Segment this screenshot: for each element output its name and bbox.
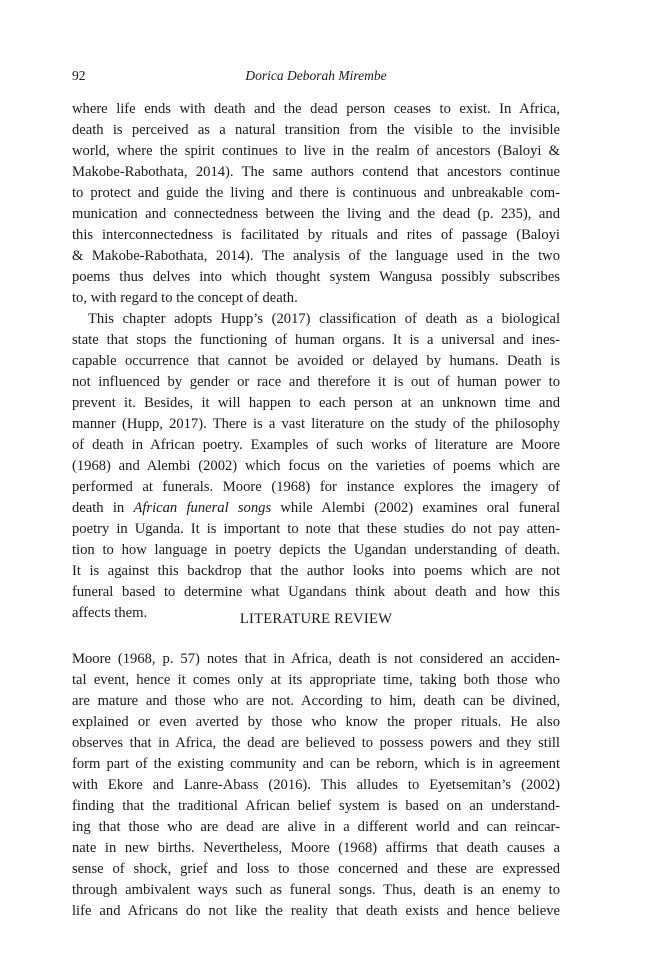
text-line: poetry in Uganda. It is important to note that these studies do not pay atten- (72, 521, 560, 537)
page-number: 92 (72, 68, 86, 83)
text-line: form part of the existing community and can be reborn, which is in agreement (72, 756, 560, 772)
book-title: African funeral songs (133, 500, 272, 516)
text-line: tion to how language in poetry depicts the Ugandan understanding of death. (72, 542, 560, 558)
text-line: to protect and guide the living and there is continuous and unbreakable com- (72, 185, 560, 201)
text-line: finding that the traditional African belief system is based on an understand- (72, 798, 560, 814)
text-line: munication and connectedness between the living and the dead (p. 235), and (72, 206, 560, 222)
text-line: state that stops the functioning of human organs. It is a universal and ines- (72, 332, 560, 348)
text-span: while Alembi (2002) examines oral funeral (271, 500, 560, 516)
text-line: prevent it. Besides, it will happen to each person at an unknown time and (72, 395, 560, 411)
text-line: of death in African poetry. Examples of such works of literature are Moore (72, 437, 560, 453)
text-line: tal event, hence it comes only at its appropriate time, taking both those who (72, 672, 560, 688)
text-line: manner (Hupp, 2017). There is a vast literature on the study of the philosophy (72, 416, 560, 432)
text-line: where life ends with death and the dead person ceases to exist. In Africa, (72, 101, 560, 117)
text-line: affects them. (72, 605, 148, 621)
text-line: ing that those who are dead are alive in a different world and can reincar- (72, 819, 560, 835)
text-line: capable occurrence that cannot be avoided or delayed by humans. Death is (72, 353, 560, 369)
text-line: & Makobe-Rabothata, 2014). The analysis of the language used in the two (72, 248, 560, 264)
text-line: observes that in Africa, the dead are believed to possess powers and they still (72, 735, 560, 751)
text-line: are mature and those who are not. According to him, death can be divined, (72, 693, 560, 709)
text-line: nate in new births. Nevertheless, Moore (1968) affirms that death causes a (72, 840, 560, 856)
text-line: through ambivalent ways such as funeral songs. Thus, death is an enemy to (72, 882, 560, 898)
text-line: Moore (1968, p. 57) notes that in Africa, death is not considered an acciden- (72, 651, 560, 667)
text-line: sense of shock, grief and loss to those concerned and these are expressed (72, 861, 560, 877)
text-line: explained or even averted by those who know the proper rituals. He also (72, 714, 560, 730)
text-line: life and Africans do not like the reality that death exists and hence believe (72, 903, 560, 919)
text-line: This chapter adopts Hupp’s (2017) classification of death as a biological (88, 311, 560, 327)
text-line: world, where the spirit continues to live in the realm of ancestors (Baloyi & (72, 143, 560, 159)
text-line: this interconnectedness is facilitated by rituals and rites of passage (Baloyi (72, 227, 560, 243)
running-head: Dorica Deborah Mirembe (245, 68, 387, 83)
text-line: to, with regard to the concept of death. (72, 290, 298, 306)
text-line: funeral based to determine what Ugandans think about death and how this (72, 584, 560, 600)
text-line: Makobe-Rabothata, 2014). The same authors contend that ancestors continue (72, 164, 560, 180)
text-line: poems thus delves into which thought system Wangusa possibly subscribes (72, 269, 560, 285)
page-header (72, 68, 560, 88)
text-line (72, 499, 560, 518)
text-line: death is perceived as a natural transition from the visible to the invisible (72, 122, 560, 138)
text-line: It is against this backdrop that the author looks into poems which are not (72, 563, 560, 579)
text-span: death in (72, 500, 134, 516)
section-heading: LITERATURE REVIEW (239, 611, 393, 627)
text-line: with Ekore and Lanre-Abass (2016). This alludes to Eyetsemitan’s (2002) (72, 777, 560, 793)
text-line: (1968) and Alembi (2002) which focus on the varieties of poems which are (72, 458, 560, 474)
text-line: not influenced by gender or race and therefore it is out of human power to (72, 374, 560, 390)
text-line: performed at funerals. Moore (1968) for instance explores the imagery of (72, 479, 560, 495)
